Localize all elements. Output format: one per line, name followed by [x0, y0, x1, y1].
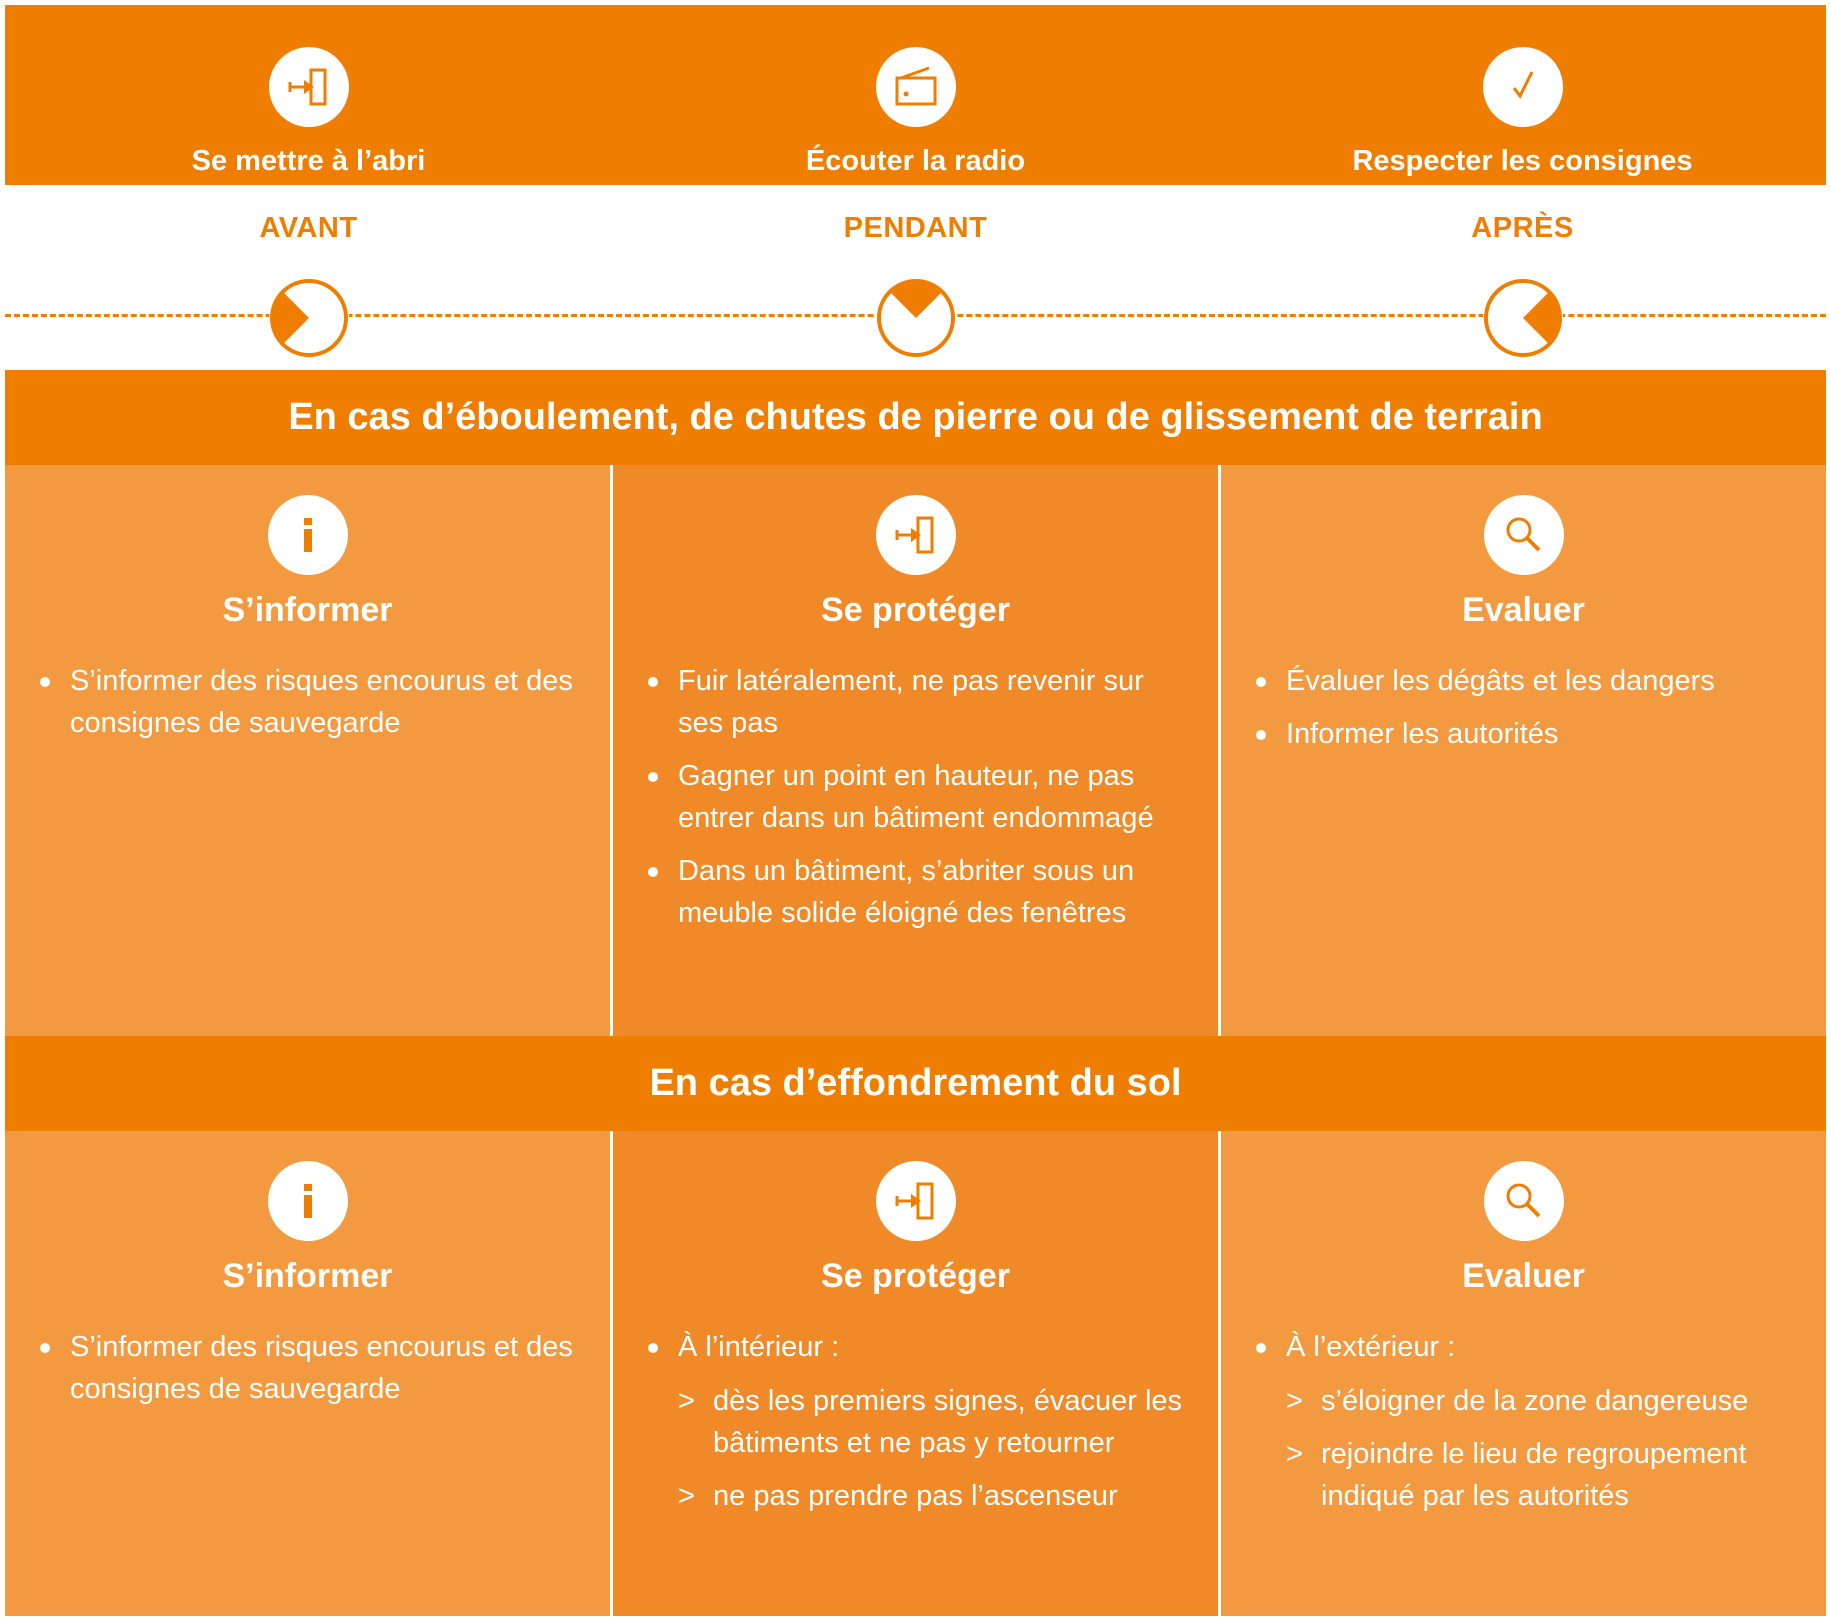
phase-during — [612, 185, 1219, 370]
cell-title: Se protéger — [821, 591, 1010, 629]
section-title: En cas d’éboulement, de chutes de pierre ou de glissement de terrain — [5, 370, 1826, 465]
list-item: S’informer des risques encourus et des consignes de sauvegarde — [35, 660, 580, 744]
phase-label: AVANT — [259, 212, 358, 244]
list-item: Gagner un point en hauteur, ne pas entrer dans un bâtiment endommagé — [643, 755, 1188, 839]
cell-title: S’informer — [222, 1257, 393, 1295]
list-item — [643, 1326, 1188, 1517]
phase-label: PENDANT — [843, 212, 988, 244]
shelter-icon — [876, 495, 956, 575]
top-item-label: Se mettre à l’abri — [191, 145, 426, 177]
phase-before — [5, 185, 612, 370]
cell-informer — [5, 1131, 610, 1616]
list-item-label: À l’extérieur : — [1286, 1331, 1456, 1363]
bullet-list — [1221, 1296, 1826, 1517]
sub-list-item: > rejoindre le lieu de regroupement indiqué par les autorités — [1286, 1433, 1796, 1517]
radio-icon — [876, 47, 956, 127]
cell-title: Se protéger — [821, 1257, 1010, 1295]
magnifier-icon — [1484, 1161, 1564, 1241]
sub-list-item: > dès les premiers signes, évacuer les bâtiments et ne pas y retourner — [678, 1380, 1188, 1464]
sub-list — [1286, 1368, 1796, 1517]
cell-title: Evaluer — [1462, 1257, 1585, 1295]
cell-informer — [5, 465, 610, 1036]
bullet-list — [1221, 630, 1826, 755]
info-icon — [268, 1161, 348, 1241]
list-item: Informer les autorités — [1251, 713, 1796, 755]
list-item: Fuir latéralement, ne pas revenir sur ses pas — [643, 660, 1188, 744]
list-item-label: À l’intérieur : — [678, 1331, 840, 1363]
cell-proteger — [610, 1131, 1221, 1616]
section-1-grid — [5, 465, 1826, 1036]
cell-evaluer — [1221, 465, 1826, 1036]
sub-list-item: > s’éloigner de la zone dangereuse — [1286, 1380, 1796, 1422]
bullet-list — [613, 630, 1218, 934]
top-item-shelter — [5, 5, 612, 185]
phase-after-icon — [1483, 278, 1563, 358]
top-item-consignes — [1219, 5, 1826, 185]
phase-during-icon — [876, 278, 956, 358]
cell-evaluer — [1221, 1131, 1826, 1616]
shelter-icon — [876, 1161, 956, 1241]
sub-list — [678, 1368, 1188, 1517]
phase-before-icon — [269, 278, 349, 358]
top-item-label: Écouter la radio — [805, 145, 1026, 177]
bullet-list — [613, 1296, 1218, 1517]
top-item-radio — [612, 5, 1219, 185]
cell-title: Evaluer — [1462, 591, 1585, 629]
bullet-list — [5, 1296, 610, 1410]
section-2-grid — [5, 1131, 1826, 1616]
list-item — [1251, 1326, 1796, 1517]
magnifier-icon — [1484, 495, 1564, 575]
phase-after — [1219, 185, 1826, 370]
top-item-label: Respecter les consignes — [1352, 145, 1693, 177]
phase-label: APRÈS — [1471, 212, 1574, 244]
shelter-icon — [269, 47, 349, 127]
list-item: S’informer des risques encourus et des consignes de sauvegarde — [35, 1326, 580, 1410]
sub-list-item: > ne pas prendre pas l’ascenseur — [678, 1475, 1188, 1517]
bullet-list — [5, 630, 610, 744]
top-banner — [5, 5, 1826, 185]
phase-row — [5, 185, 1826, 370]
cell-title: S’informer — [222, 591, 393, 629]
list-item: Dans un bâtiment, s’abriter sous un meuble solide éloigné des fenêtres — [643, 850, 1188, 934]
cell-proteger — [610, 465, 1221, 1036]
section-title: En cas d’effondrement du sol — [5, 1036, 1826, 1131]
list-item: Évaluer les dégâts et les dangers — [1251, 660, 1796, 702]
checkmark-icon — [1483, 47, 1563, 127]
info-icon — [268, 495, 348, 575]
